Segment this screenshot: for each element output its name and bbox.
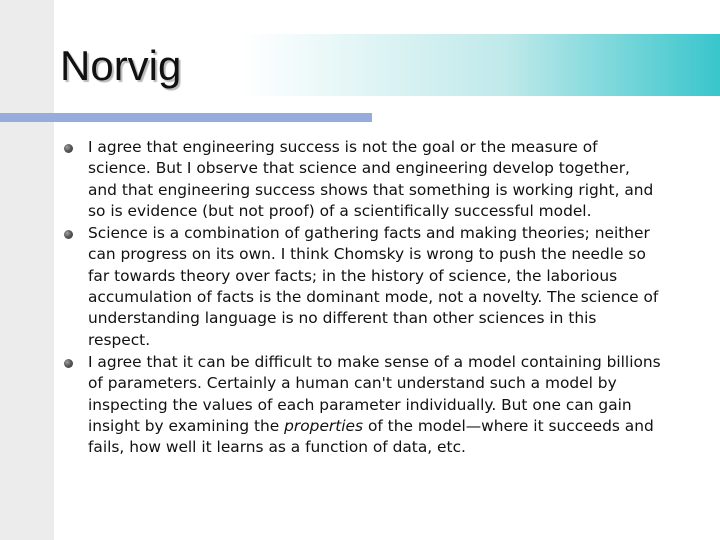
bullet-text-3-part-2: of the model—where it succeeds and fails, how well it learns as a function of data, etc. — [88, 416, 654, 457]
bullet-item-3 — [62, 352, 662, 458]
bullet-list — [62, 137, 662, 459]
bullet-text-2: Science is a combination of gathering facts and making theories; neither can progress on its own. I think Chomsky is wrong to push the needle so far towards theory over facts; in the history of science, the laborious accumulation of facts is the dominant mode, not a novelty. The science of understanding language is no different than other sciences in this respect. — [88, 224, 659, 349]
bullet-text-3-emphasis: properties — [284, 416, 364, 435]
bullet-text-3-part-1: I agree that it can be difficult to make sense of a model containing billions of parameters. Certainly a human can't understand such a model by inspecting the values of each parameter individually. But one can gain insight by examining the — [88, 352, 661, 435]
bullet-text-3 — [88, 352, 662, 458]
bullet-text-1: I agree that engineering success is not the goal or the measure of science. But I observe that science and engineering develop together, and that engineering success shows that something is working right, and so is evidence (but not proof) of a scientifically successful model. — [88, 138, 654, 220]
title-underline-bar — [0, 113, 372, 122]
round-bullet-icon — [64, 144, 73, 153]
round-bullet-icon — [64, 230, 73, 239]
left-margin-strip — [0, 0, 54, 540]
round-bullet-icon — [64, 359, 73, 368]
bullet-item-2 — [62, 223, 662, 351]
slide-title: Norvig — [60, 42, 182, 89]
bullet-item-1 — [62, 137, 662, 222]
